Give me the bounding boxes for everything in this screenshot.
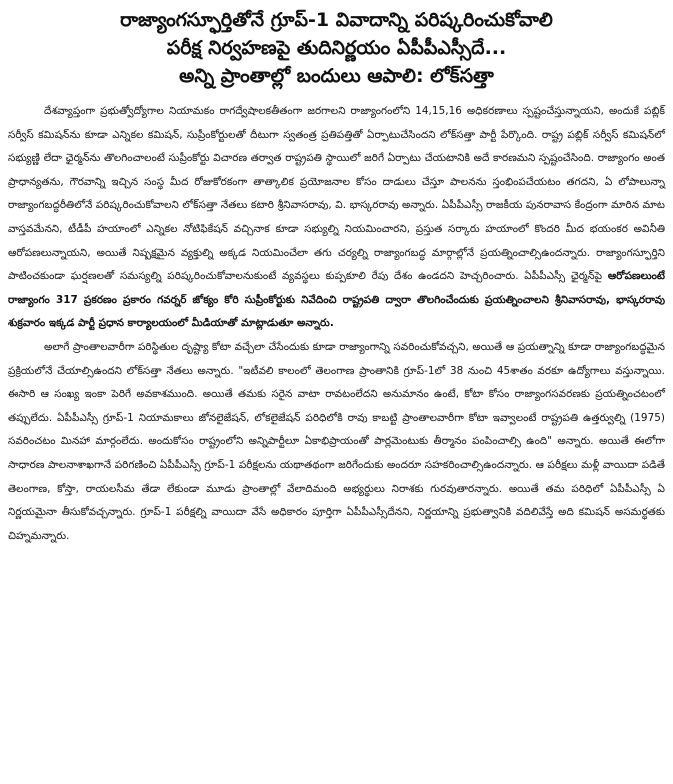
- article-body: [8, 100, 665, 548]
- paragraph-2: అలాగే ప్రాంతాలవారీగా పరిస్థితుల దృష్ట్యా కోటా వచ్చేలా చేసేందుకు కూడా రాజ్యాంగాన్ని సవరించుకోవచ్చని, అయితే ఆ ప్రయత్నాన్ని కూడా రాజ్యాంగబద్ధమైన ప్రక్రియలోనే చేయాల్సిఉందని లోక్‌సత్తా నేతలు అన్నారు. "ఇటీవలి కాలంలో తెలంగాణ ప్రాంతానికి గ్రూప్-1లో 38 నుంచి 45శాతం వరకూ ఉద్యోగాలు వస్తున్నాయి. ఈసారి ఆ సంఖ్య ఇంకా పెరిగే అవకాశముంది. అయితే తమకు సరైన వాటా రావటంలేదని అనుమానం ఉంటే, కోటా కోసం రాజ్యాంగసవరణకు ప్రయత్నించటంలో తప్పులేదు. ఏపీపీఎస్సీ గ్రూప్-1 నియామకాలు జోనలైజేషన్, లోకలైజేషన్ పరిధిలోకి రావు కాబట్టి ప్రాంతాలవారీగా కోటా ఇవ్వాలంటే రాష్ట్రపతి ఉత్తర్వుల్ని (1975) సవరించటం మినహా మార్గంలేదు. అందుకోసం రాష్ట్రంలోని అన్నిపార్టీలూ ఏకాభిప్రాయంతో పార్లమెంటుకు తీర్మానం పంపించాల్సి ఉంది" అన్నారు. అయితే ఈలోగా సాధారణ పాలనాశాఖగానే పరిగణించి ఏపీపీఎస్సీ గ్రూప్-1 పరీక్షలను యథాతథంగా జరిగేందుకు అందరూ సహకరించాల్సిఉందన్నారు. ఆ పరీక్షలు మళ్లీ వాయిదా పడితే తెలంగాణ, కోస్తా, రాయలసీమ తేడా లేకుండా మూడు ప్రాంతాల్లో వేలాదిమంది అభ్యర్థులు నిరాశకు గురవుతారన్నారు. అయితే తమ పరిధిలో ఏపీపీఎస్సీ ఏ నిర్ణయమైనా తీసుకోవచ్చన్నారు. గ్రూప్-1 పరీక్షల్ని వాయిదా వేసే అధికారం పూర్తిగా ఏపీపీఎస్సీదేనని, నిర్ణయాన్ని ప్రభుత్వానికి వదిలివేస్తే అది కమిషన్ అసమర్థతకు చిహ్నమన్నారు.: [8, 340, 665, 542]
- paragraph-1: [8, 100, 665, 336]
- headline-tertiary: అన్ని ప్రాంతాల్లో బందులు ఆపాలి: లోక్‌సత్తా: [179, 65, 494, 87]
- headline-secondary: పరీక్ష నిర్వహణపై తుదినిర్ణయం ఏపీపీఎస్సీదే...: [166, 37, 507, 59]
- headline-primary: రాజ్యాంగస్ఫూర్తితోనే గ్రూప్-1 వివాదాన్ని పరిష్కరించుకోవాలి: [120, 9, 553, 31]
- paragraph-1-text: దేశవ్యాప్తంగా ప్రభుత్వోద్యోగాల నియామకం రాగద్వేషాలకతీతంగా జరగాలని రాజ్యాంగంలోని 14,15,16 అధికరణాలు స్పష్టంచేస్తున్నాయని, అందుకే పబ్లిక్ సర్వీస్ కమిషన్‌ను కూడా ఎన్నికల కమిషన్, సుప్రీంకోర్టులతో దీటుగా స్వతంత్ర ప్రతిపత్తితో ఏర్పాటుచేసిందని లోక్‌సత్తా పార్టీ పేర్కొంది. రాష్ట్ర పబ్లిక్ సర్వీస్ కమిషన్‌లో సభ్యుణ్ణి లేదా ఛైర్మన్‌ను తొలగించాలంటే సుప్రీంకోర్టు విచారణ తర్వాత రాష్ట్రపతి స్థాయిలో జరిగే ఏర్పాటు చేయటానికి అదే కారణమని స్పష్టంచేసింది. రాజ్యాంగం అంత ప్రాధాన్యతను, గౌరవాన్ని ఇచ్చిన సంస్థ మీద రోజుకోరకంగా తాత్కాలిక ప్రయోజనాల కోసం దాడులు చేస్తూ పాలనను స్తంభింపచేయటం తగదని, ఏ లోపాలున్నా రాజ్యాంగబద్ధరీతిలోనే పరిష్కరించుకోవాలని లోక్‌సత్తా నేతలు కటారి శ్రీనివాసరావు, వి. భాస్కరరావు అన్నారు. ఏపీపీఎస్సీ రాజకీయ పునరావాస కేంద్రంగా మారిన మాట వాస్తవమేనని, టీడీపీ హయాంలో ఎన్నికల నోటిఫికేషన్ వచ్చినాక కూడా సభ్యుల్ని నియమించారని, ప్రస్తుత సర్కారు హయాంలో కొందరి మీద భయంకర అవినీతి ఆరోపణలున్నాయని, అయితే నిష్పక్షమైన వ్యక్తుల్ని అక్కడ నియమించేలా తగు చర్యల్ని రాజ్యాంగబద్ధ మార్గాల్లోనే ప్రయత్నించాల్సిఉందన్నారు. రాజ్యాంగస్ఫూర్తిని పాటించకుండా ఘర్షణలతో సమస్యల్ని పరిష్కరించుకోవాలనుకుంటే వ్యవస్థలు కుప్పకూలి రేపు దేశం ఉండదని హెచ్చరించారు. ఏపీపీఎస్సీ ఛైర్మన్‌పై: [8, 105, 665, 283]
- paragraph-1-bold-text: ఆరోపణలుంటే రాజ్యాంగం 317 ప్రకరణం ప్రకారం గవర్నర్ జోక్యం కోరి సుప్రీంకోర్టుకు నివేదించి రాష్ట్రపతి ద్వారా తొలగించేందుకు ప్రయత్నించాలని శ్రీనివాసరావు, భాస్కరరావు శుక్రవారం ఇక్కడ పార్టీ ప్రధాన కార్యాలయంలో మీడియాతో మాట్లాడుతూ అన్నారు.: [8, 270, 666, 330]
